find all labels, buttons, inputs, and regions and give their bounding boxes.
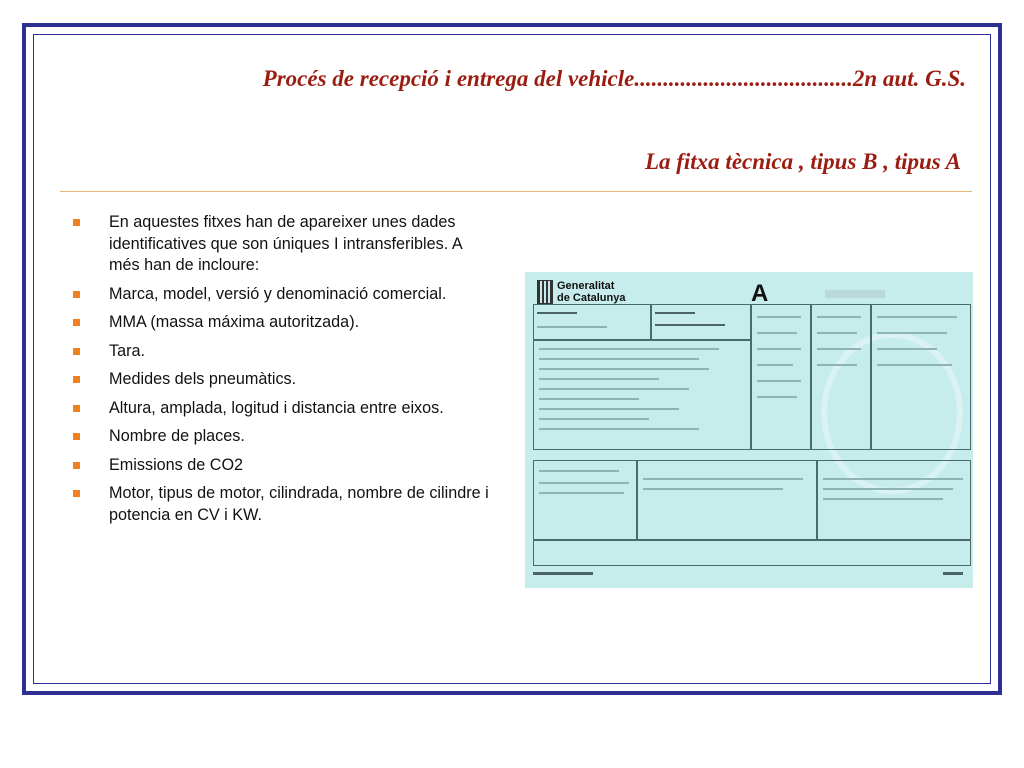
card-text-line [817,364,857,366]
card-field-box [817,460,971,540]
card-text-line [539,378,659,380]
card-text-line [643,488,783,490]
card-text-line [539,348,719,350]
card-text-line [877,316,957,318]
bullet-text: Emissions de CO2 [109,455,244,474]
card-field-box [533,340,751,450]
card-text-line [757,348,801,350]
card-text-line [823,488,953,490]
square-bullet-icon [73,433,80,440]
slide-title: Procés de recepció i entrega del vehicle......................................2n aut. G.S. [262,66,966,91]
bullet-item [70,312,490,334]
square-bullet-icon [73,219,80,226]
bullet-item [70,455,490,477]
bullet-text: Tara. [109,341,145,360]
card-text-line [643,478,803,480]
card-text-line [539,418,649,420]
bullet-item [70,369,490,391]
bullet-item [70,483,490,526]
bullet-item [70,341,490,363]
square-bullet-icon [73,490,80,497]
card-text-line [817,332,857,334]
bullet-item [70,426,490,448]
card-org-line2: de Catalunya [557,292,626,304]
technical-card-image [525,272,973,588]
title-divider [60,191,972,192]
card-text-line [817,316,861,318]
card-type-letter: A [751,280,769,307]
card-text-line [655,324,725,326]
card-field-box [871,304,971,450]
card-text-line [823,478,963,480]
bullet-text: Motor, tipus de motor, cilindrada, nombre de cilindre i potencia en CV i KW. [109,484,489,524]
bullet-text: Nombre de places. [109,427,245,445]
card-text-line [537,326,607,328]
card-text-line [655,312,695,314]
bullet-text: En aquestes fitxes han de apareixer unes dades identificatives que son úniques I intransferibles. A més han de incloure: [109,213,462,274]
bullet-item [70,212,490,277]
card-text-line [539,428,699,430]
card-footer-code [943,572,963,575]
square-bullet-icon [73,348,80,355]
card-text-line [757,380,801,382]
card-text-line [757,316,801,318]
card-footer-text [533,572,593,575]
bullet-text: Medides dels pneumàtics. [109,370,297,388]
card-text-line [539,368,709,370]
card-text-line [877,348,937,350]
generalitat-logo-icon [537,280,553,304]
bullet-item [70,284,490,306]
card-text-line [817,348,861,350]
card-text-line [537,312,577,314]
bullet-item [70,398,490,420]
bullet-text: MMA (massa máxima autoritzada). [109,313,360,331]
card-text-line [539,482,629,484]
bullet-text: Marca, model, versió y denominació comercial. [109,284,447,303]
square-bullet-icon [73,319,80,326]
card-text-line [539,492,624,494]
square-bullet-icon [73,291,80,298]
square-bullet-icon [73,462,80,469]
card-org-line1: Generalitat [557,280,615,292]
square-bullet-icon [73,405,80,412]
card-field-box [533,540,971,566]
card-text-line [877,332,947,334]
card-field-box [637,460,817,540]
card-text-line [757,332,797,334]
card-text-line [539,470,619,472]
bullet-list [70,212,490,533]
card-text-line [757,396,797,398]
card-field-box [751,304,811,450]
card-text-line [757,364,793,366]
card-text-line [539,398,639,400]
card-field-box [651,304,751,340]
card-serial-blur [825,290,885,298]
square-bullet-icon [73,376,80,383]
slide-subtitle: La fitxa tècnica , tipus B , tipus A [644,149,961,174]
card-text-line [823,498,943,500]
card-text-line [877,364,952,366]
card-field-box [533,304,651,340]
card-org-name [557,280,625,304]
card-text-line [539,358,699,360]
card-text-line [539,388,689,390]
bullet-text: Altura, amplada, logitud i distancia entre eixos. [109,398,444,417]
card-field-box [533,460,637,540]
card-field-box [811,304,871,450]
card-text-line [539,408,679,410]
